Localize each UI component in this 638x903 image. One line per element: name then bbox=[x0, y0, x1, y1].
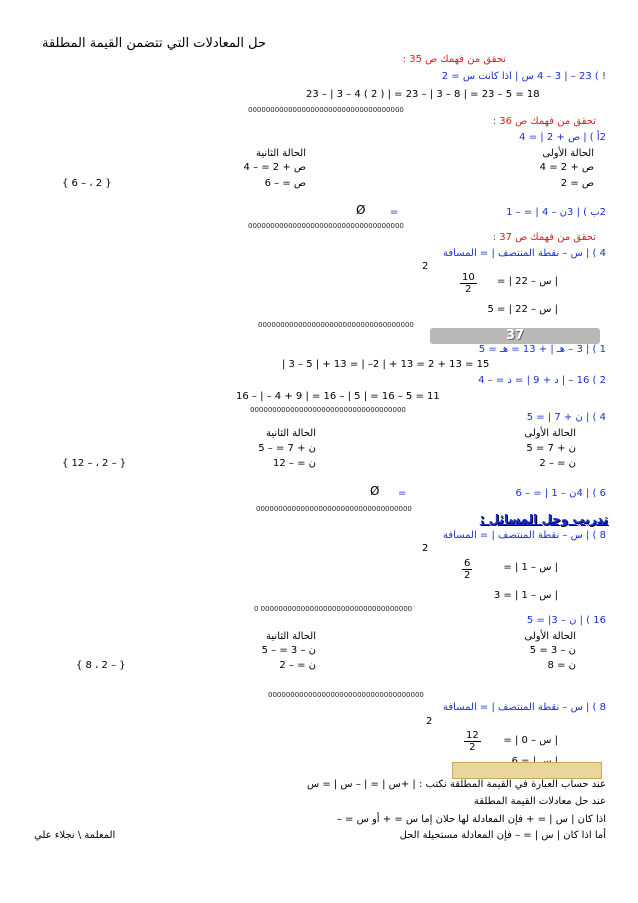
fraction-numerator: 12 bbox=[466, 730, 479, 741]
note-line: أما اذا كان | س | = – فإن المعادلة مستحيلة الحل bbox=[399, 830, 606, 841]
solution-set: { 2 ، – 6 } bbox=[62, 178, 112, 189]
fraction bbox=[460, 272, 477, 295]
case1-solution: ن = 8 bbox=[547, 660, 576, 671]
case2-solution: ن = – 12 bbox=[273, 458, 316, 469]
check36-header: تحقق من فهمك ص 36 : bbox=[492, 116, 596, 127]
case2-solution: ص = – 6 bbox=[264, 178, 306, 189]
note-line: عند حساب العبارة في القيمة المطلقة نكتب : | +س | = | – س | = س bbox=[306, 779, 606, 790]
ex2-problem: 2 ) 16 – | د + 9 | = د = – 4 bbox=[478, 375, 606, 386]
check36-a-problem: 2أ ) | ص + 2 | = 4 bbox=[519, 132, 606, 143]
separator: 00000000000000000000000000000000000 bbox=[248, 106, 404, 114]
note-line: عند حل معادلات القيمة المطلقة bbox=[473, 796, 606, 807]
ex1-calc: | 3 – 5 | + 13 = | –2 | + 13 = 2 + 13 = 15 bbox=[282, 359, 490, 370]
fraction-numerator: 6 bbox=[464, 558, 471, 569]
equals-sign: = bbox=[390, 207, 399, 218]
separator: 0 0000000000000000000000000000000000 bbox=[254, 605, 413, 613]
ex8b-problem: 8 ) | س – نقطة المنتصف | = المسافة bbox=[443, 702, 606, 713]
case1-solution: ن = – 2 bbox=[539, 458, 576, 469]
fraction bbox=[464, 730, 481, 753]
fraction-denominator: 2 bbox=[465, 284, 472, 295]
fraction-denominator: 2 bbox=[464, 570, 471, 581]
step-line: | س – 0 | = bbox=[503, 735, 558, 746]
case2-equation: ن + 7 = – 5 bbox=[258, 443, 316, 454]
case1-solution: ص = 2 bbox=[560, 178, 594, 189]
ex2-calc: 16 – | – 4 + 9 | = 16 – | 5 | = 16 – 5 = 11 bbox=[236, 391, 440, 402]
solution-set: { – 2 ، 8 } bbox=[76, 660, 126, 671]
case1-equation: ص + 2 = 4 bbox=[539, 162, 594, 173]
case2-solution: ن = – 2 bbox=[279, 660, 316, 671]
fraction-denominator: 2 bbox=[469, 742, 476, 753]
separator: 00000000000000000000000000000000000 bbox=[258, 321, 414, 329]
ex6-problem: 6 ) | 4ن – 1 | = – 6 bbox=[515, 488, 606, 499]
separator: 00000000000000000000000000000000000 bbox=[248, 222, 404, 230]
case2-label: الحالة الثانية bbox=[266, 428, 316, 439]
check35-problem: ! ) 23 – | 3 – 4 س | اذا كانت س = 2 bbox=[441, 71, 606, 82]
step-line: | س – 22 | = 5 bbox=[487, 304, 558, 315]
case1-label: الحالة الأولى bbox=[524, 631, 576, 642]
step-line: | س – 1 | = bbox=[503, 562, 558, 573]
step-line: | س – 1 | = 3 bbox=[493, 590, 558, 601]
case2-equation: ن – 3 = – 5 bbox=[261, 645, 316, 656]
fraction-denominator: 2 bbox=[422, 543, 429, 554]
case1-equation: ن + 7 = 5 bbox=[526, 443, 576, 454]
page-title: حل المعادلات التي تتضمن القيمة المطلقة bbox=[41, 36, 266, 51]
practice-heading-stamp: تدريب وحل المسائل : bbox=[479, 512, 608, 526]
fraction-denominator: 2 bbox=[422, 261, 429, 272]
case1-equation: ن – 3 = 5 bbox=[529, 645, 576, 656]
separator: 00000000000000000000000000000000000 bbox=[268, 691, 424, 699]
note-line: اذا كان | س | = + فإن المعادلة لها حلان إما س = + أو س = – bbox=[336, 814, 606, 825]
ex4-problem: 4 ) | ن + 7 | = 5 bbox=[526, 412, 606, 423]
check35-calc: 23 – | 3 – 4 ( 2 ) | = 23 – | 3 – 8 | = 23 – 5 = 18 bbox=[306, 89, 540, 100]
fraction-numerator: 10 bbox=[462, 272, 475, 283]
empty-set-symbol: Ø bbox=[370, 484, 380, 498]
highlight-bar bbox=[452, 762, 602, 779]
check37-header: تحقق من فهمك ص 37 : bbox=[492, 232, 596, 243]
check35-header: تحقق من فهمك ص 35 : bbox=[402, 54, 506, 65]
ex1-problem: 1 ) | 3 – هـ | + 13 = هـ = 5 bbox=[478, 344, 606, 355]
case2-label: الحالة الثانية bbox=[256, 148, 306, 159]
ex16-problem: 16 ) | ن – 3| = 5 bbox=[526, 615, 606, 626]
case1-label: الحالة الأولى bbox=[542, 148, 594, 159]
solution-set: { – 2 ، – 12 } bbox=[62, 458, 127, 469]
ex4-midpoint-problem: 4 ) | س – نقطة المنتصف | = المسافة bbox=[443, 248, 606, 259]
check36-b-problem: 2ب ) | 3ن – 4 | = – 1 bbox=[506, 207, 606, 218]
teacher-signature: المعلمة \ نجلاء علي bbox=[34, 830, 116, 841]
empty-set-symbol: Ø bbox=[356, 203, 366, 217]
step-line: | س – 22 | = bbox=[497, 276, 558, 287]
separator: 00000000000000000000000000000000000 bbox=[256, 505, 412, 513]
fraction-denominator: 2 bbox=[426, 716, 433, 727]
case2-equation: ص + 2 = – 4 bbox=[243, 162, 306, 173]
case2-label: الحالة الثانية bbox=[266, 631, 316, 642]
separator: 00000000000000000000000000000000000 bbox=[250, 406, 406, 414]
case1-label: الحالة الأولى bbox=[524, 428, 576, 439]
page-number-stamp: 37 bbox=[430, 328, 600, 344]
equals-sign: = bbox=[398, 488, 407, 499]
fraction bbox=[462, 558, 472, 581]
ex8a-problem: 8 ) | س – نقطة المنتصف | = المسافة bbox=[443, 530, 606, 541]
